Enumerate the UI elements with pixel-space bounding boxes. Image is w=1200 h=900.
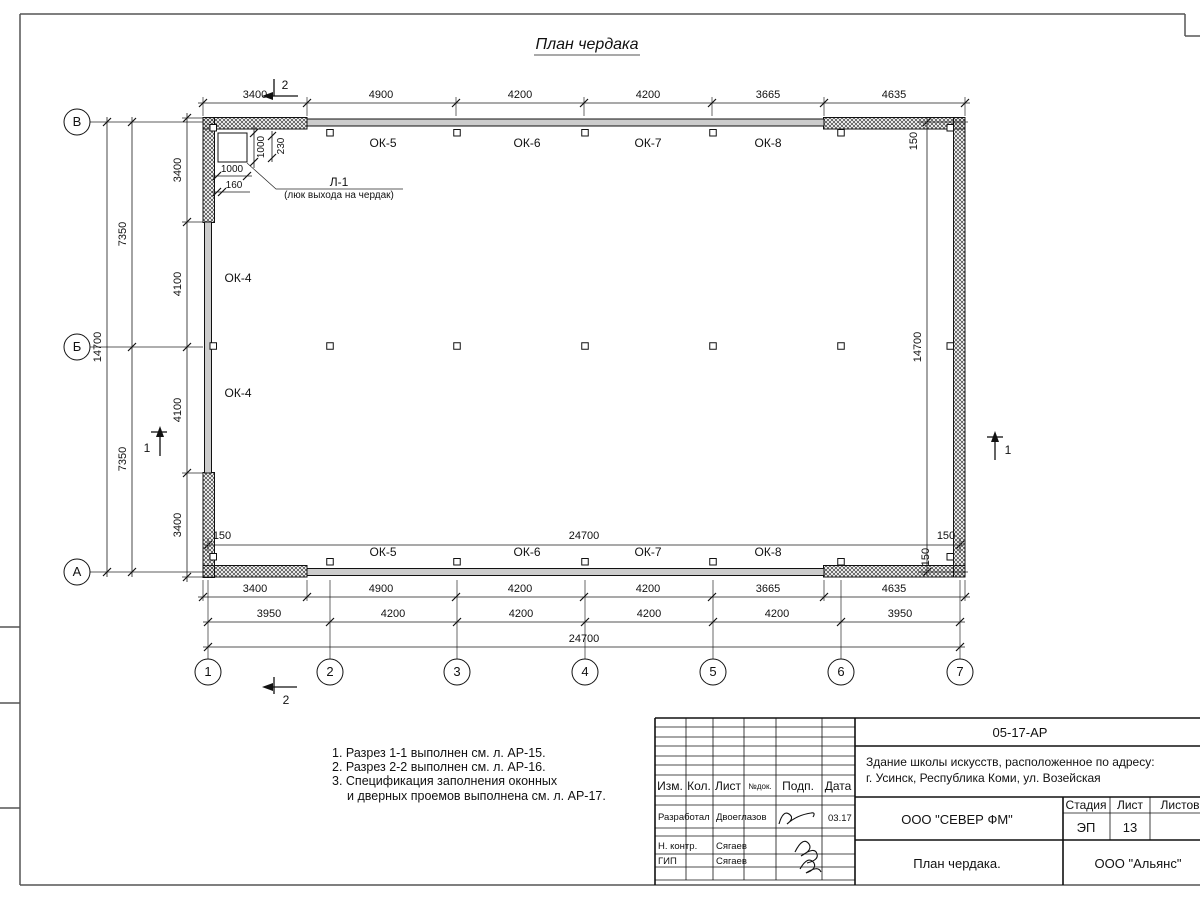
axis-col-1: 1 [204,664,212,679]
tb-col-izm: Изм. [657,779,683,793]
notes [332,746,606,803]
tb-sheet-value: 13 [1122,820,1138,835]
svg-text:4200: 4200 [635,583,661,595]
tb-object-line1: Здание школы искусств, расположенное по адресу: [866,755,1155,769]
svg-text:1. Разрез 1-1 выполнен см. л.: 1. Разрез 1-1 выполнен см. л. АР-15. [332,746,546,760]
section-2-label-top: 2 [281,78,289,92]
svg-text:4100: 4100 [172,271,184,297]
svg-text:ОК-6: ОК-6 [513,136,541,150]
window-band-bottom [307,569,824,576]
tb-col-podp: Подп. [782,779,814,793]
svg-text:2. Разрез 2-2 выполнен см. л.: 2. Разрез 2-2 выполнен см. л. АР-16. [332,760,546,774]
svg-text:4200: 4200 [380,608,406,620]
svg-text:3400: 3400 [172,512,184,538]
drawing-title: План чердака [535,36,639,53]
tb-row1-name: Сягаев [716,841,747,852]
svg-text:24700: 24700 [568,530,600,542]
tb-row0-role: Разработал [658,812,710,823]
svg-text:3400: 3400 [242,89,268,101]
tb-sheets-label: Листов [1160,798,1200,812]
hatch-label: Л-1 [329,175,349,189]
svg-text:7350: 7350 [117,446,129,472]
svg-text:ОК-7: ОК-7 [634,136,662,150]
window-band-top [307,119,824,126]
svg-text:ОК-5: ОК-5 [369,545,397,559]
svg-text:3400: 3400 [172,157,184,183]
svg-text:14700: 14700 [92,331,104,363]
section-1-label-right: 1 [1004,443,1012,457]
svg-text:24700: 24700 [568,633,600,645]
svg-text:3665: 3665 [755,583,781,595]
tb-code: 05-17-АР [992,725,1048,740]
tb-object-line2: г. Усинск, Республика Коми, ул. Возейская [866,771,1101,785]
tb-col-kol: Кол. [687,779,711,793]
tb-row1-role: Н. контр. [658,841,698,852]
axis-col-7: 7 [956,664,964,679]
tb-row0-name: Двоеглазов [716,812,767,823]
svg-text:4900: 4900 [368,89,394,101]
tb-org: ООО "СЕВЕР ФМ" [901,812,1013,827]
section-1-label-left: 1 [143,441,151,455]
svg-text:150: 150 [936,530,956,542]
svg-text:4200: 4200 [507,89,533,101]
svg-text:3950: 3950 [887,608,913,620]
tb-col-data: Дата [824,779,852,793]
hatch-note: (люк выхода на чердак) [284,190,394,201]
svg-text:4200: 4200 [764,608,790,620]
axis-col-3: 3 [453,664,461,679]
signature-1 [779,813,814,824]
svg-text:и дверных проемов выполнена см: и дверных проемов выполнена см. л. АР-17. [347,789,606,803]
svg-text:4100: 4100 [172,397,184,423]
tb-row2-role: ГИП [658,856,677,867]
svg-text:ОК-4: ОК-4 [224,271,252,285]
axis-row-b: Б [72,339,82,354]
hatch-dim-offset: 230 [276,137,287,155]
axis-col-2: 2 [326,664,334,679]
section-2-label-bottom: 2 [282,693,290,707]
svg-text:4635: 4635 [881,583,907,595]
svg-text:ОК-8: ОК-8 [754,545,782,559]
svg-text:4200: 4200 [635,89,661,101]
svg-text:7350: 7350 [117,221,129,247]
svg-text:ОК-6: ОК-6 [513,545,541,559]
svg-text:3950: 3950 [256,608,282,620]
tb-col-list: Лист [714,779,742,793]
tb-stage-value: ЭП [1076,820,1096,835]
tb-row0-date: 03.17 [828,813,852,824]
svg-text:4200: 4200 [636,608,662,620]
axis-circles [64,109,973,685]
svg-text:4200: 4200 [507,583,533,595]
axis-col-5: 5 [709,664,717,679]
svg-text:3400: 3400 [242,583,268,595]
svg-text:ОК-4: ОК-4 [224,386,252,400]
svg-text:3. Спецификация заполнения око: 3. Спецификация заполнения оконных [332,774,558,788]
svg-text:ОК-5: ОК-5 [369,136,397,150]
svg-text:150: 150 [920,547,932,567]
section-marks [151,79,1003,694]
axis-row-a: А [72,564,82,579]
svg-text:ОК-8: ОК-8 [754,136,782,150]
svg-text:4200: 4200 [508,608,534,620]
hatch-dim-width: 1000 [220,164,244,175]
svg-text:4635: 4635 [881,89,907,101]
svg-text:14700: 14700 [912,331,924,363]
svg-text:150: 150 [908,131,920,151]
svg-text:ОК-7: ОК-7 [634,545,662,559]
tb-sheet-label: Лист [1116,798,1144,812]
tb-sheet-name: План чердака. [913,856,1001,871]
hatch-dim-height: 1000 [256,135,267,159]
svg-text:150: 150 [212,530,232,542]
tb-contractor: ООО "Альянс" [1094,856,1182,871]
axis-col-4: 4 [581,664,589,679]
title-block [655,718,1200,885]
axis-row-v: В [72,114,82,129]
tb-stage-label: Стадия [1065,798,1107,812]
tb-col-ndoc: №док. [748,782,772,791]
signature-2 [795,841,817,863]
svg-text:3665: 3665 [755,89,781,101]
tb-row2-name: Сягаев [716,856,747,867]
axis-col-6: 6 [837,664,845,679]
svg-text:4900: 4900 [368,583,394,595]
hatch-dim-160: 160 [225,180,243,191]
